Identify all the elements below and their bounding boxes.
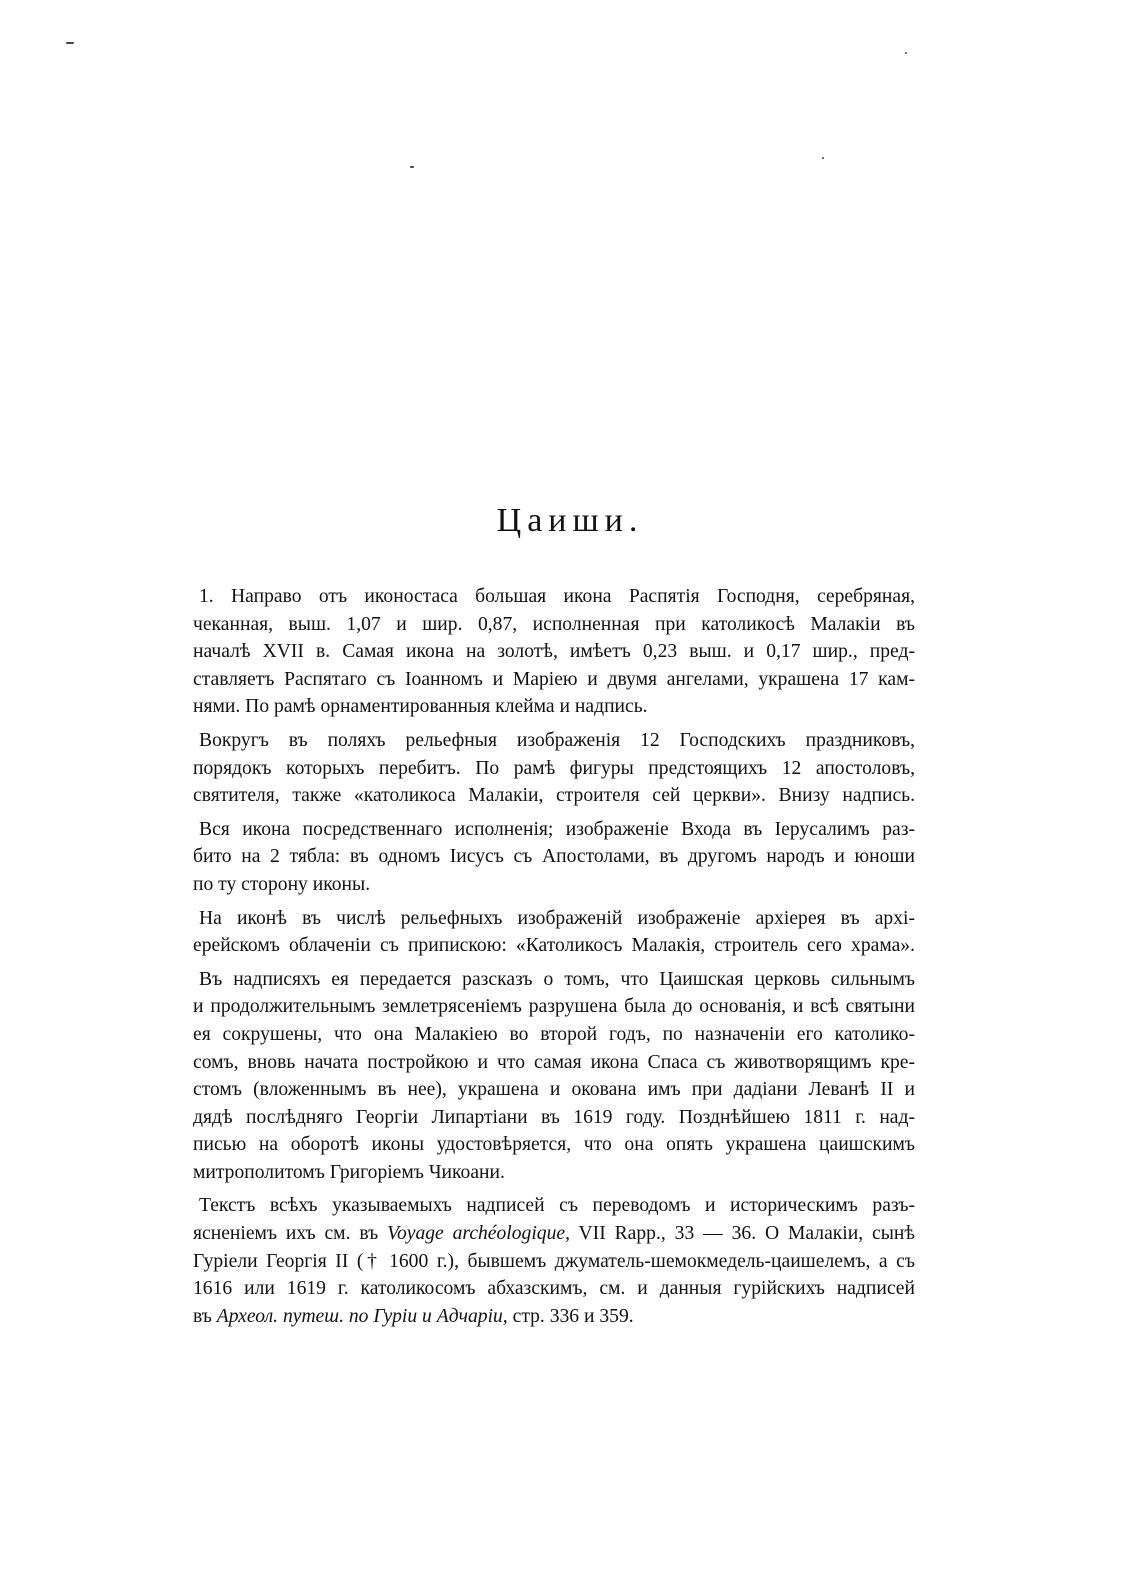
text-line: Гуріели Георгія II († 1600 г.), бывшемъ джуматель-шемокмедель-цаишелемъ, а съ <box>193 1250 915 1272</box>
paragraph-4 <box>193 905 915 960</box>
text-line: ерейскомъ облаченіи съ припискою: «Католикосъ Малакія, строитель сего храма». <box>193 935 915 957</box>
text-line: бито на 2 тябла: въ одномъ Іисусъ съ Апостолами, въ другомъ народъ и юноши <box>193 846 915 868</box>
text-line: Вся икона посредственнаго исполненія; изображеніе Входа въ Іерусалимъ раз- <box>199 818 915 840</box>
book-title-voyage: Voyage archéologique, <box>387 1223 570 1245</box>
page-title: Цаиши. <box>496 502 644 539</box>
text-line: Въ надписяхъ ея передается разсказъ о томъ, что Цаишская церковь сильнымъ <box>199 968 915 990</box>
text-line: чеканная, выш. 1,07 и шир. 0,87, исполненная при католикосѣ Малакіи въ <box>193 613 915 635</box>
text-line: началѣ XVII в. Самая икона на золотѣ, имѣетъ 0,23 выш. и 0,17 шир., пред- <box>193 641 915 663</box>
text-fragment: ясненіемъ ихъ см. въ <box>193 1223 388 1245</box>
text-line: Текстъ всѣхъ указываемыхъ надписей съ переводомъ и историческимъ разъ- <box>199 1195 915 1217</box>
text-line: дядѣ послѣдняго Георгіи Липартіани въ 1619 году. Позднѣйшею 1811 г. над- <box>193 1106 915 1128</box>
text-line: стомъ (вложеннымъ въ нее), украшена и окована имъ при дадіани Леванѣ II и <box>193 1079 915 1101</box>
text-line: нями. По рамѣ орнаментированныя клейма и надпись. <box>193 696 648 718</box>
document-body <box>193 583 915 1330</box>
text-line <box>193 1220 915 1248</box>
scan-speck <box>822 157 824 159</box>
text-line: святителя, также «католикоса Малакіи, строителя сей церкви». Внизу надпись. <box>193 785 915 807</box>
scan-speck <box>410 166 414 168</box>
scan-speck <box>905 52 907 54</box>
text-line: ставляетъ Распятаго съ Іоанномъ и Маріею и двумя ангелами, украшена 17 кам- <box>193 668 915 690</box>
text-line: Вокругъ въ поляхъ рельефныя изображенія 12 Господскихъ праздниковъ, <box>199 729 915 751</box>
text-line: и продолжительнымъ землетрясеніемъ разрушена была до основанія, и всѣ святыни <box>193 996 915 1018</box>
text-fragment: въ <box>193 1305 217 1327</box>
text-line: сомъ, вновь начата постройкою и что самая икона Спаса съ животворящимъ кре- <box>193 1051 915 1073</box>
text-line: ея сокрушены, что она Малакіею во второй годъ, по назначеніи его католико- <box>193 1023 915 1045</box>
paragraph-1 <box>193 583 915 721</box>
text-line <box>193 1303 915 1331</box>
text-line: На иконѣ въ числѣ рельефныхъ изображеній изображеніе архіерея въ архі- <box>199 907 915 929</box>
paragraph-2 <box>193 727 915 810</box>
scan-speck <box>66 42 74 44</box>
paragraph-6 <box>193 1192 915 1330</box>
paragraph-3 <box>193 816 915 899</box>
text-fragment: VII Rapp., 33 — 36. О Малакіи, сынѣ <box>569 1223 915 1245</box>
text-fragment: стр. 336 и 359. <box>507 1305 634 1327</box>
text-line: 1. Направо отъ иконостаса большая икона Распятія Господня, серебряная, <box>199 586 915 607</box>
book-title-archeol: Археол. путеш. по Гуріи и Адчаріи, <box>216 1305 508 1327</box>
text-line: порядокъ которыхъ перебитъ. По рамѣ фигуры предстоящихъ 12 апостоловъ, <box>193 757 915 779</box>
text-line: по ту сторону иконы. <box>193 873 371 895</box>
text-line: митрополитомъ Григоріемъ Чикоани. <box>193 1161 505 1183</box>
text-line: писью на оборотѣ иконы удостовѣряется, что она опять украшена цаишскимъ <box>193 1134 915 1156</box>
paragraph-5 <box>193 966 915 1187</box>
text-line: 1616 или 1619 г. католикосомъ абхазскимъ, см. и данныя гурійскихъ надписей <box>193 1278 915 1300</box>
